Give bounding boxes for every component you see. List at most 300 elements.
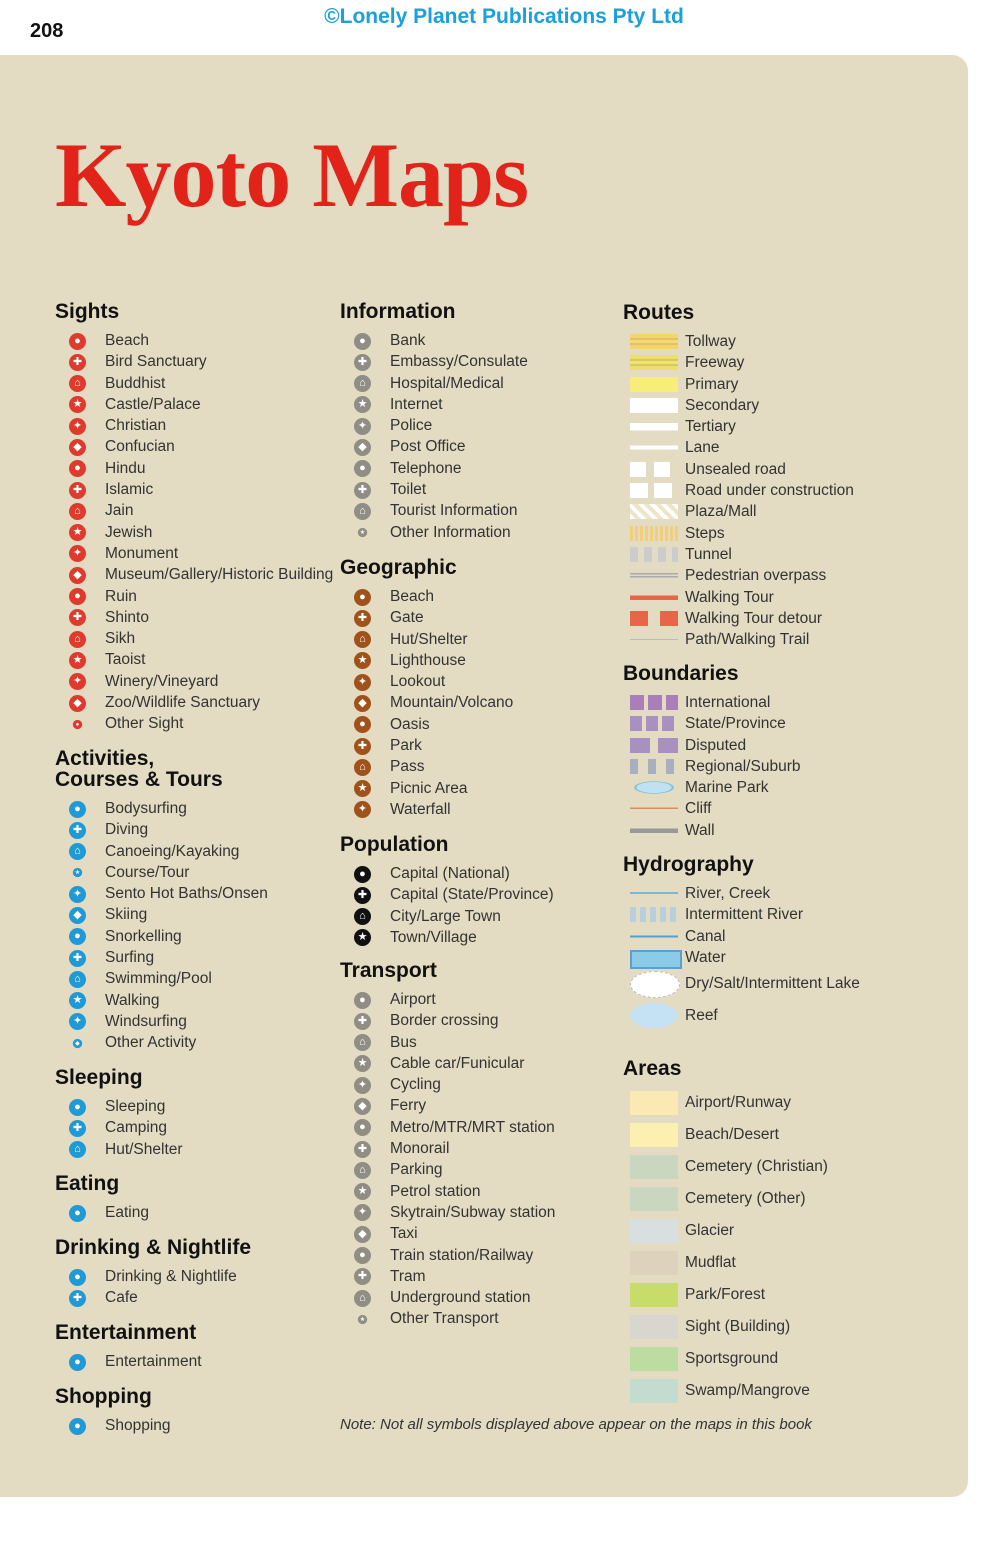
sights-buddhist-icon: ⌂ [69,375,86,392]
transport-monorail-icon: ✚ [354,1141,371,1158]
legend-note: Note: Not all symbols displayed above appear on the maps in this book [340,1416,812,1433]
legend-item [55,1011,223,1032]
legend-item [340,1053,525,1074]
legend-item [340,989,437,1010]
geographic-hut-shelter-icon: ⌂ [354,631,371,648]
legend-label: Path/Walking Trail [685,631,810,649]
section-heading: Eating [55,1172,120,1195]
legend-item [55,1032,223,1053]
legend-item [340,330,456,351]
legend-item [623,331,736,352]
legend-item [55,1096,166,1117]
legend-item [623,1247,736,1279]
legend-item [55,607,149,628]
transport-train-station-railway-icon: ● [354,1247,371,1264]
legend-label: Metro/MTR/MRT station [390,1118,555,1136]
legend-item [340,1223,437,1244]
geographic-lookout-icon: ✦ [354,674,371,691]
sights-hindu-icon: ● [69,460,86,477]
legend-item [340,373,504,394]
legend-label: Internet [390,395,443,413]
legend-label: Hut/Shelter [105,1140,183,1158]
legend-item [55,522,153,543]
legend-item [340,1181,481,1202]
legend-label: Diving [105,821,149,839]
legend-label: Marine Park [685,779,769,797]
legend-swatch-icon [630,1315,678,1339]
legend-swatch-icon [630,547,678,562]
information-telephone-icon: ● [354,460,371,477]
section-heading: Shopping [55,1385,152,1408]
legend-label: Mudflat [685,1254,736,1271]
legend-item [340,1138,450,1159]
geographic-oasis-icon: ● [354,716,371,733]
legend-label: Regional/Suburb [685,757,801,775]
legend-item [623,587,774,608]
sights-bird-sanctuary-icon: ✚ [69,354,86,371]
copyright: ©Lonely Planet Publications Pty Ltd [324,5,684,28]
section-heading: Areas [623,1057,682,1080]
legend-item [55,798,223,819]
legend-label: Other Activity [105,1034,197,1052]
legend-label: Cliff [685,800,712,818]
legend-item [55,351,207,372]
legend-label: Disputed [685,736,747,754]
geographic-waterfall-icon: ✦ [354,801,371,818]
legend-swatch-icon [630,632,678,647]
legend-swatch-icon [630,929,678,944]
legend-swatch-icon [630,590,678,605]
sights-jain-icon: ⌂ [69,503,86,520]
legend-label: Cemetery (Christian) [685,1158,828,1175]
geographic-pass-icon: ⌂ [354,759,371,776]
information-post-office-icon: ◆ [354,439,371,456]
entertainment-entertainment-icon: ● [69,1354,86,1371]
legend-swatch-icon [630,504,678,519]
population-capital-state-province-icon: ✚ [354,887,371,904]
legend-label: Tunnel [685,545,732,563]
legend-item [623,608,822,629]
legend-item [340,522,511,543]
legend-label: Petrol station [390,1182,481,1200]
section-heading: Entertainment [55,1321,197,1344]
legend-item [623,374,739,395]
information-hospital-medical-icon: ⌂ [354,375,371,392]
legend-item [623,395,760,416]
legend-label: Surfing [105,949,155,967]
legend-item [340,692,514,713]
legend-label: Bank [390,332,426,349]
legend-item [340,586,457,607]
legend-label: Unsealed road [685,460,786,478]
legend-swatch-icon [630,440,678,455]
legend-item [623,1343,779,1375]
legend-item [623,692,771,713]
section-routes [623,301,854,650]
legend-label: Lookout [390,673,446,691]
legend-label: Windsurfing [105,1012,187,1030]
legend-label: Train station/Railway [390,1246,534,1264]
legend-item [340,1266,437,1287]
legend-label: Park/Forest [685,1286,766,1303]
legend-item [55,904,223,925]
legend-swatch-icon [630,568,678,583]
legend-label: Hindu [105,459,146,477]
sights-winery-vineyard-icon: ✦ [69,673,86,690]
legend-item [55,479,154,500]
legend-item [623,820,739,841]
legend-label: Parking [390,1161,443,1179]
legend-label: Underground station [390,1289,531,1307]
legend-swatch-icon [630,1155,678,1179]
legend-swatch-icon [630,1091,678,1115]
legend-label: Sight (Building) [685,1318,791,1335]
legend-item [340,927,477,948]
legend-item [55,841,240,862]
legend-label: Other Transport [390,1310,499,1328]
legend-item [55,671,219,692]
geographic-picnic-area-icon: ★ [354,780,371,797]
legend-label: Cafe [105,1289,138,1307]
activities-walking-icon: ★ [69,992,86,1009]
geographic-beach-icon: ● [354,589,371,606]
legend-item [623,1375,810,1407]
transport-cable-car-funicular-icon: ★ [354,1055,371,1072]
section-hydrography [623,853,860,1032]
legend-item [340,650,466,671]
legend-item [55,628,136,649]
legend-item [340,607,457,628]
section-heading: Population [340,833,449,856]
activities-windsurfing-icon: ✦ [69,1013,86,1030]
legend-label: Police [390,417,433,435]
legend-label: Jewish [105,523,153,541]
legend-label: Town/Village [390,928,477,946]
section-heading: Information [340,300,456,323]
sights-taoist-icon: ★ [69,652,86,669]
legend-item [340,714,457,735]
legend-swatch-icon [630,526,678,541]
legend-label: Tertiary [685,418,736,436]
legend-swatch-icon [630,695,678,710]
transport-taxi-icon: ◆ [354,1226,371,1243]
legend-label: Intermittent River [685,906,804,924]
legend-item [340,1308,499,1329]
section-heading: Boundaries [623,662,739,685]
legend-label: Skiing [105,906,148,924]
legend-label: Beach [390,588,434,605]
legend-label: Bus [390,1033,417,1051]
transport-other-transport-icon: ★ [359,1315,366,1323]
legend-item [623,968,860,1000]
geographic-gate-icon: ✚ [354,610,371,627]
sights-confucian-icon: ◆ [69,439,86,456]
legend-item [55,1266,251,1287]
sights-monument-icon: ✦ [69,545,86,562]
legend-label: Sleeping [105,1098,166,1115]
section-heading: Drinking & Nightlife [55,1236,251,1259]
legend-swatch-icon [630,801,678,816]
legend-swatch-icon [630,1187,678,1211]
legend-label: Skytrain/Subway station [390,1203,556,1221]
legend-label: Hospital/Medical [390,374,504,392]
legend-label: Canoeing/Kayaking [105,842,240,860]
legend-label: Sento Hot Baths/Onsen [105,885,268,903]
section-boundaries [623,662,801,841]
legend-item [623,544,732,565]
legend-item [55,458,146,479]
legend-label: Capital (State/Province) [390,886,554,904]
legend-label: Museum/Gallery/Historic Building [105,566,334,584]
legend-label: Swimming/Pool [105,970,212,988]
legend-swatch-icon [630,1251,678,1275]
legend-swatch-icon [630,716,678,731]
legend-label: Monument [105,544,179,562]
legend-label: Ruin [105,587,137,605]
legend-item [623,1151,828,1183]
legend-item [55,586,137,607]
legend-swatch-icon [630,1219,678,1243]
geographic-mountain-volcano-icon: ◆ [354,695,371,712]
legend-item [623,459,786,480]
legend-item [623,629,810,650]
legend-label: Jain [105,502,134,520]
population-city-large-town-icon: ⌂ [354,908,371,925]
transport-cycling-icon: ✦ [354,1077,371,1094]
legend-item [55,330,149,351]
legend-label: Taxi [390,1225,418,1243]
legend-item [623,416,736,437]
activities-other-activity-icon: ◆ [73,1039,82,1048]
legend-label: Beach/Desert [685,1126,779,1143]
sights-jewish-icon: ★ [69,524,86,541]
section-information [340,300,528,543]
legend-item [55,692,261,713]
legend-item [340,884,554,905]
legend-item [340,778,468,799]
section-activities [55,747,268,1054]
legend-swatch-icon [630,483,678,498]
legend-label: Camping [105,1119,168,1137]
legend-item [340,756,457,777]
population-capital-national-icon: ● [354,866,371,883]
legend-label: Dry/Salt/Intermittent Lake [685,975,860,993]
legend-swatch-icon [630,1347,678,1371]
legend-label: Walking [105,991,160,1009]
transport-petrol-station-icon: ★ [354,1183,371,1200]
legend-label: Sikh [105,630,136,648]
legend-item [340,671,457,692]
legend-label: Canal [685,927,726,945]
legend-label: Picnic Area [390,779,468,797]
legend-label: Islamic [105,481,154,499]
sights-islamic-icon: ✚ [69,482,86,499]
section-sights [55,300,334,735]
information-toilet-icon: ✚ [354,482,371,499]
legend-item [623,501,757,522]
legend-label: Ferry [390,1097,427,1115]
transport-skytrain-subway-station-icon: ✦ [354,1204,371,1221]
legend-swatch-icon [630,419,678,434]
legend-item [623,883,771,904]
legend-label: Water [685,948,726,966]
legend-label: Hut/Shelter [390,630,468,648]
section-heading: Transport [340,959,437,982]
legend-label: Airport [390,991,436,1008]
information-bank-icon: ● [354,333,371,350]
transport-parking-icon: ⌂ [354,1162,371,1179]
legend-item [340,863,510,884]
legend-label: Cable car/Funicular [390,1054,525,1072]
legend-label: Bird Sanctuary [105,353,207,371]
legend-item [340,1287,531,1308]
legend-swatch-icon [630,398,678,413]
legend-item [340,436,466,457]
legend-item [623,1279,766,1311]
legend-label: State/Province [685,715,786,733]
page-title: Kyoto Maps [55,124,528,226]
legend-item [55,990,223,1011]
legend-swatch-icon [630,780,678,795]
legend-item [623,352,745,373]
legend-label: Reef [685,1006,718,1024]
legend-label: Steps [685,524,725,542]
information-internet-icon: ★ [354,396,371,413]
section-entertainment [55,1321,202,1372]
legend-label: Shopping [105,1417,171,1434]
legend-label: Bodysurfing [105,800,187,817]
transport-metro-mtr-mrt-station-icon: ● [354,1119,371,1136]
sights-shinto-icon: ✚ [69,609,86,626]
section-sleeping [55,1066,183,1160]
legend-label: Telephone [390,459,462,477]
legend-label: Tollway [685,333,736,350]
legend-item [340,500,518,521]
geographic-lighthouse-icon: ★ [354,652,371,669]
legend-label: City/Large Town [390,907,501,925]
information-embassy-consulate-icon: ✚ [354,354,371,371]
legend-item [340,1202,556,1223]
legend-label: Cemetery (Other) [685,1190,806,1207]
legend-swatch-icon [630,1379,678,1403]
legend-item [55,1117,168,1138]
legend-item [55,543,179,564]
legend-item [55,394,201,415]
legend-label: Monorail [390,1140,450,1158]
legend-item [55,649,146,670]
legend-label: Post Office [390,438,466,456]
legend-item [623,926,754,947]
legend-label: Park [390,737,422,755]
legend-label: Freeway [685,354,745,372]
legend-item [623,480,854,501]
legend-item [340,479,456,500]
legend-label: Castle/Palace [105,395,201,413]
legend-swatch-icon [630,1123,678,1147]
legend-label: Tram [390,1267,426,1285]
sleeping-camping-icon: ✚ [69,1120,86,1137]
legend-label: Buddhist [105,374,166,392]
legend-label: Other Information [390,523,511,541]
legend-label: Embassy/Consulate [390,353,528,371]
activities-swimming-pool-icon: ⌂ [69,971,86,988]
sights-castle-palace-icon: ★ [69,396,86,413]
legend-item [340,906,501,927]
legend-label: Secondary [685,396,760,414]
activities-canoeing-kayaking-icon: ⌂ [69,843,86,860]
legend-label: Primary [685,375,739,393]
legend-swatch-icon [630,950,682,969]
legend-swatch-icon [630,334,678,349]
information-police-icon: ✦ [354,418,371,435]
legend-label: Oasis [390,715,430,733]
legend-item [340,1032,437,1053]
section-eating [55,1172,149,1223]
legend-label: Confucian [105,438,175,456]
activities-surfing-icon: ✚ [69,950,86,967]
legend-item [340,351,528,372]
legend-swatch-icon [630,907,678,922]
legend-label: Waterfall [390,800,451,818]
information-other-information-icon: ★ [359,529,366,536]
legend-item [55,500,134,521]
legend-label: Taoist [105,651,146,669]
activities-course-tour-icon: ★ [74,869,81,876]
legend-item [55,819,223,840]
section-geographic [340,556,514,820]
legend-item [55,883,268,904]
legend-item [623,523,725,544]
section-shopping [55,1385,171,1436]
legend-item [623,735,747,756]
legend-item [55,926,223,947]
page-number: 208 [30,20,64,42]
activities-bodysurfing-icon: ● [69,801,86,818]
section-heading: Routes [623,301,695,324]
legend-label: Lighthouse [390,651,466,669]
legend-label: Walking Tour detour [685,609,822,627]
legend-swatch-icon [630,1283,678,1307]
legend-item [623,904,804,925]
legend-item [55,373,166,394]
legend-label: Toilet [390,481,427,499]
activities-snorkelling-icon: ● [69,928,86,945]
section-heading: Geographic [340,556,457,579]
section-drinking-nightlife [55,1237,251,1309]
legend-item [55,1202,149,1223]
section-transport [340,959,556,1330]
transport-underground-station-icon: ⌂ [354,1290,371,1307]
legend-item [623,947,754,968]
section-population [340,833,554,948]
activities-skiing-icon: ◆ [69,907,86,924]
transport-bus-icon: ⌂ [354,1034,371,1051]
legend-label: Road under construction [685,482,854,500]
section-heading: Hydrography [623,853,754,876]
legend-label: Christian [105,417,167,435]
legend-swatch-icon [630,759,678,774]
legend-item [55,1351,202,1372]
legend-item [340,415,456,436]
legend-item [55,1287,251,1308]
sights-beach-icon: ● [69,333,86,350]
legend-item [623,437,720,458]
legend-item [623,1000,754,1032]
legend-label: Mountain/Volcano [390,694,514,712]
sights-other-sight-icon: ● [73,720,82,729]
sights-ruin-icon: ● [69,588,86,605]
legend-label: Capital (National) [390,865,510,882]
